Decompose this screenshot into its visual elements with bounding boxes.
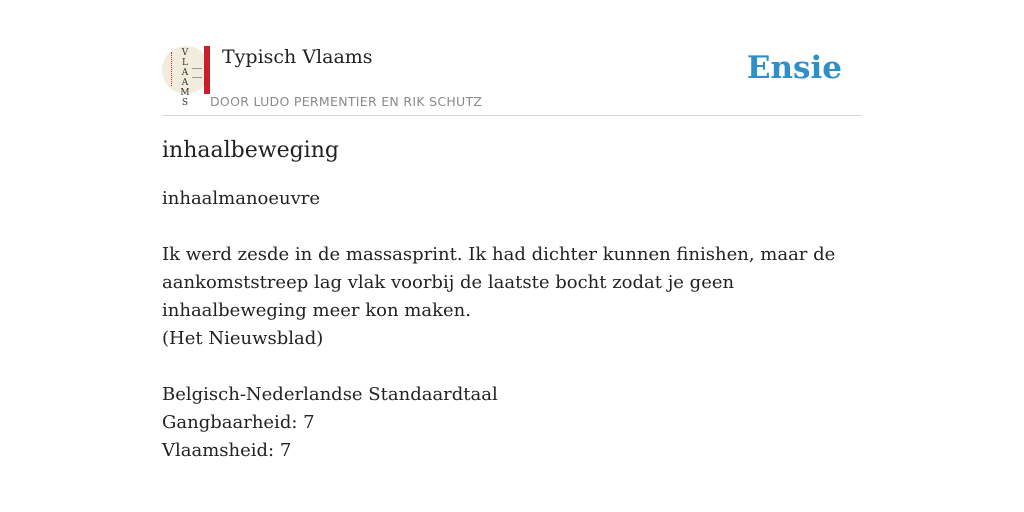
authors-line: DOOR LUDO PERMENTIER EN RIK SCHUTZ	[210, 94, 483, 109]
site-title[interactable]: Typisch Vlaams	[222, 46, 373, 68]
entry-example: Ik werd zesde in de massasprint. Ik had dichter kunnen finishen, maar de aankomststreep lag vlak voorbij de laatste bocht zodat je geen inhaalbeweging meer kon maken.	[162, 244, 836, 321]
book-cover-icon[interactable]	[162, 46, 210, 108]
cover-letters: V L A A M S	[180, 48, 190, 108]
entry-gangbaarheid: Gangbaarheid: 7	[162, 412, 315, 433]
entry-header	[162, 44, 862, 116]
entry-synonym: inhaalmanoeuvre	[162, 188, 321, 209]
spacer	[162, 353, 862, 381]
cover-text-lines	[192, 68, 202, 78]
cover-red-strip	[204, 46, 210, 94]
spacer	[162, 213, 862, 241]
entry-vlaamsheid: Vlaamsheid: 7	[162, 440, 292, 461]
entry-source: (Het Nieuwsblad)	[162, 328, 324, 349]
entry-category: Belgisch-Nederlandse Standaardtaal	[162, 384, 498, 405]
entry-body	[162, 185, 862, 465]
cover-decoration	[171, 52, 176, 86]
entry-term: inhaalbeweging	[162, 138, 339, 163]
entry-card	[162, 44, 862, 465]
brand-logo[interactable]: Ensie	[746, 50, 842, 86]
